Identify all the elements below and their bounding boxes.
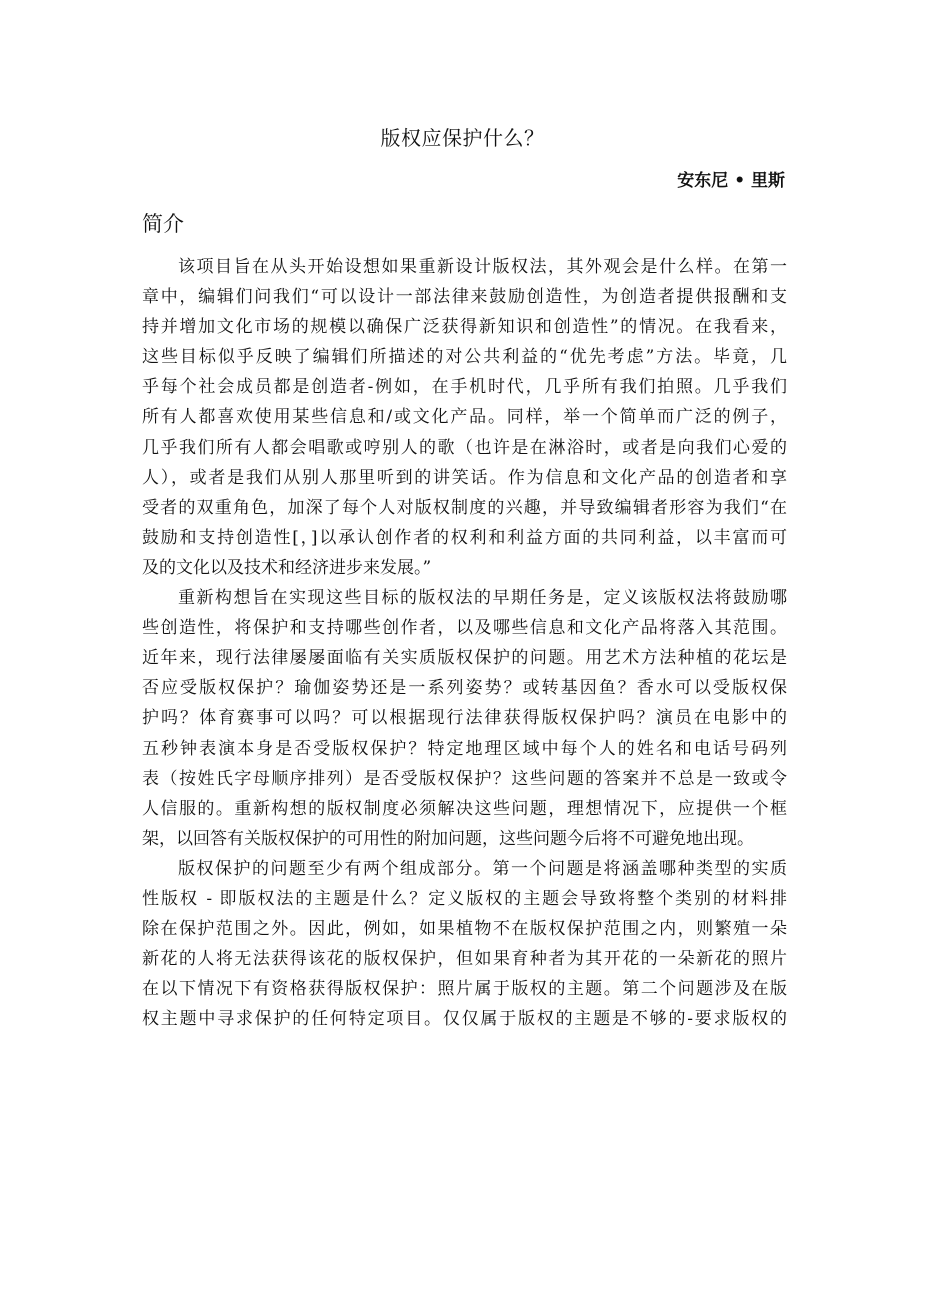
text-line: 受者的双重角色，加深了每个人对版权制度的兴趣，并导致编辑者形容为我们“在 bbox=[142, 497, 787, 518]
text-line: 该项目旨在从头开始设想如果重新设计版权法，其外观会是什么样。在第一 bbox=[178, 257, 787, 277]
text-line: 几乎我们所有人都会唱歌或哼别人的歌（也许是在淋浴时，或者是向我们心爱的 bbox=[142, 437, 787, 458]
text-line: 五秒钟表演本身是否受版权保护？特定地理区域中每个人的姓名和电话号码列 bbox=[142, 738, 787, 759]
text-line: 章中，编辑们问我们“可以设计一部法律来鼓励创造性，为创造者提供报酬和支 bbox=[142, 287, 787, 308]
document-title: 版权应保护什么？ bbox=[380, 126, 545, 150]
text-line: 架，以回答有关版权保护的可用性的附加问题，这些问题今后将不可避免地出现。 bbox=[142, 828, 754, 849]
text-line: 在以下情况下有资格获得版权保护：照片属于版权的主题。第二个问题涉及在版 bbox=[142, 979, 787, 1000]
text-line: 否应受版权保护？瑜伽姿势还是一系列姿势？或转基因鱼？香水可以受版权保 bbox=[142, 678, 787, 699]
text-line: 除在保护范围之外。因此，例如，如果植物不在版权保护范围之内，则繁殖一朵 bbox=[142, 919, 787, 940]
text-line: 这些目标似乎反映了编辑们所描述的对公共利益的“优先考虑”方法。毕竟，几 bbox=[142, 347, 787, 368]
text-line: 护吗？体育赛事可以吗？可以根据现行法律获得版权保护吗？演员在电影中的 bbox=[142, 708, 787, 729]
text-line: 持并增加文化市场的规模以确保广泛获得新知识和创造性”的情况。在我看来， bbox=[142, 317, 787, 338]
text-line: 重新构想旨在实现这些目标的版权法的早期任务是，定义该版权法将鼓励哪 bbox=[178, 588, 787, 609]
text-line: 性版权 - 即版权法的主题是什么？定义版权的主题会导致将整个类别的材料排 bbox=[142, 888, 787, 909]
text-line: 权主题中寻求保护的任何特定项目。仅仅属于版权的主题是不够的-要求版权的 bbox=[142, 1009, 787, 1030]
author-name: 安东尼 • 里斯 bbox=[677, 171, 785, 191]
text-line: 些创造性，将保护和支持哪些创作者，以及哪些信息和文化产品将落入其范围。 bbox=[142, 618, 787, 639]
text-line: 所有人都喜欢使用某些信息和/或文化产品。同样，举一个简单而广泛的例子， bbox=[142, 407, 787, 428]
section-heading: 简介 bbox=[142, 212, 184, 236]
text-line: 版权保护的问题至少有两个组成部分。第一个问题是将涵盖哪种类型的实质 bbox=[178, 858, 787, 879]
text-line: 近年来，现行法律屡屡面临有关实质版权保护的问题。用艺术方法种植的花坛是 bbox=[142, 648, 787, 669]
text-line: 人信服的。重新构想的版权制度必须解决这些问题，理想情况下，应提供一个框 bbox=[142, 798, 787, 819]
text-line: 新花的人将无法获得该花的版权保护，但如果育种者为其开花的一朵新花的照片 bbox=[142, 949, 787, 970]
text-line: 表（按姓氏字母顺序排列）是否受版权保护？这些问题的答案并不总是一致或令 bbox=[142, 768, 787, 789]
text-line: 鼓励和支持创造性[，]以承认创作者的权利和利益方面的共同利益，以丰富而可 bbox=[142, 527, 787, 548]
text-line: 人），或者是我们从别人那里听到的讲笑话。作为信息和文化产品的创造者和享 bbox=[142, 467, 787, 488]
body-text bbox=[142, 252, 787, 1034]
text-line: 乎每个社会成员都是创造者-例如，在手机时代，几乎所有我们拍照。几乎我们 bbox=[142, 377, 787, 398]
text-line: 及的文化以及技术和经济进步来发展。” bbox=[142, 557, 432, 578]
